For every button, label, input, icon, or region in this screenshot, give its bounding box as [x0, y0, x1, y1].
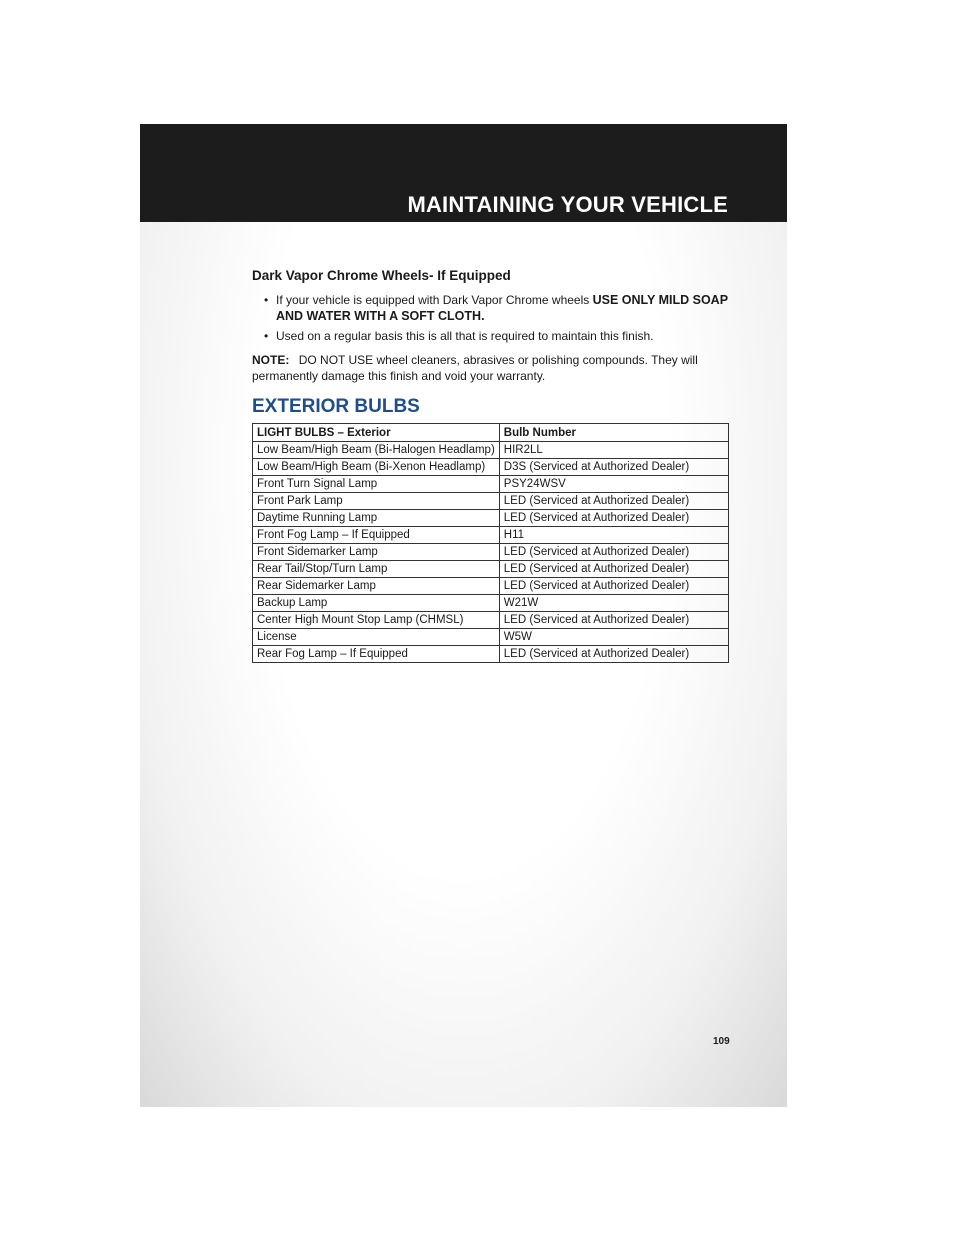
bullet-text: Used on a regular basis this is all that is required to maintain this finish.	[276, 329, 654, 343]
cell-bulb: LED (Serviced at Authorized Dealer)	[499, 544, 728, 561]
cell-light: Front Fog Lamp – If Equipped	[253, 527, 500, 544]
cell-bulb: PSY24WSV	[499, 476, 728, 493]
cell-light: Daytime Running Lamp	[253, 510, 500, 527]
table-row	[253, 629, 729, 646]
cell-light: Backup Lamp	[253, 595, 500, 612]
cell-light: Rear Tail/Stop/Turn Lamp	[253, 561, 500, 578]
cell-light: Low Beam/High Beam (Bi-Xenon Headlamp)	[253, 459, 500, 476]
cell-light: Front Sidemarker Lamp	[253, 544, 500, 561]
page-number: 109	[713, 1036, 730, 1047]
table-row	[253, 493, 729, 510]
bullet-icon: •	[264, 329, 269, 343]
note	[252, 352, 730, 384]
table-row	[253, 544, 729, 561]
table-row	[253, 561, 729, 578]
manual-page	[140, 124, 787, 1107]
bullet-text: If your vehicle is equipped with Dark Vapor Chrome wheels	[276, 293, 593, 307]
list-item	[252, 328, 730, 344]
table-row	[253, 442, 729, 459]
table-row	[253, 595, 729, 612]
table-row	[253, 612, 729, 629]
section-title: EXTERIOR BULBS	[252, 396, 420, 417]
cell-light: Front Park Lamp	[253, 493, 500, 510]
bullet-icon: •	[264, 293, 269, 307]
column-header: LIGHT BULBS – Exterior	[253, 424, 500, 442]
header-band	[140, 124, 787, 222]
cell-bulb: LED (Serviced at Authorized Dealer)	[499, 493, 728, 510]
cell-light: Low Beam/High Beam (Bi-Halogen Headlamp)	[253, 442, 500, 459]
wheels-heading: Dark Vapor Chrome Wheels- If Equipped	[252, 268, 511, 283]
cell-light: Rear Sidemarker Lamp	[253, 578, 500, 595]
cell-bulb: W21W	[499, 595, 728, 612]
cell-light: License	[253, 629, 500, 646]
table-row	[253, 510, 729, 527]
table-row	[253, 578, 729, 595]
cell-bulb: LED (Serviced at Authorized Dealer)	[499, 578, 728, 595]
table-row	[253, 646, 729, 663]
cell-bulb: D3S (Serviced at Authorized Dealer)	[499, 459, 728, 476]
wheels-bullets	[252, 292, 730, 348]
list-item	[252, 292, 730, 324]
page-title: MAINTAINING YOUR VEHICLE	[407, 192, 728, 217]
cell-light: Rear Fog Lamp – If Equipped	[253, 646, 500, 663]
cell-bulb: LED (Serviced at Authorized Dealer)	[499, 561, 728, 578]
bulbs-table	[252, 423, 729, 663]
note-label: NOTE:	[252, 353, 290, 367]
note-text: DO NOT USE wheel cleaners, abrasives or polishing compounds. They will permanently damage this finish and void your warranty.	[252, 353, 698, 383]
column-header: Bulb Number	[499, 424, 728, 442]
cell-light: Center High Mount Stop Lamp (CHMSL)	[253, 612, 500, 629]
cell-light: Front Turn Signal Lamp	[253, 476, 500, 493]
table-header-row	[253, 424, 729, 442]
cell-bulb: LED (Serviced at Authorized Dealer)	[499, 646, 728, 663]
table-row	[253, 527, 729, 544]
table-row	[253, 476, 729, 493]
cell-bulb: LED (Serviced at Authorized Dealer)	[499, 510, 728, 527]
bullet-strong-text: USE ONLY MILD SOAP AND WATER WITH A SOFT CLOTH.	[276, 293, 728, 323]
cell-bulb: LED (Serviced at Authorized Dealer)	[499, 612, 728, 629]
cell-bulb: HIR2LL	[499, 442, 728, 459]
cell-bulb: H11	[499, 527, 728, 544]
cell-bulb: W5W	[499, 629, 728, 646]
table-row	[253, 459, 729, 476]
